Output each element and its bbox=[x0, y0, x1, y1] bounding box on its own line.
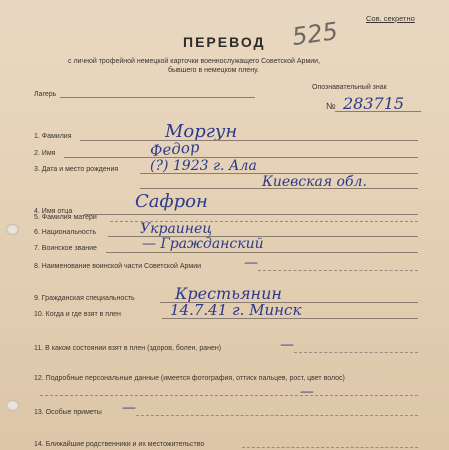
field-label-relatives: 14. Ближайшие родственники и их местожительство bbox=[34, 441, 205, 448]
field-label-birth: 3. Дата и место рождения bbox=[34, 166, 119, 173]
ident-label: Опознавательный знак bbox=[312, 84, 387, 91]
field-label-surname: 1. Фамилия bbox=[34, 133, 72, 140]
field-value-captured: 14.7.41 г. Минск bbox=[170, 301, 302, 319]
field-value-first-name: Федор bbox=[149, 137, 201, 161]
field-value-nationality: Украинец bbox=[140, 221, 213, 237]
field-value-birth: (?) 1923 г. Ала bbox=[150, 158, 257, 174]
field-value-rank: — Гражданский bbox=[142, 236, 264, 252]
field-value-special-marks: — bbox=[122, 400, 136, 416]
field-label-military-unit: 8. Наименование воинской части Советской Армии bbox=[34, 263, 202, 270]
field-label-first-name: 2. Имя bbox=[34, 150, 56, 157]
ident-prefix: № bbox=[326, 101, 336, 111]
field-value-profession: Крестьянин bbox=[175, 284, 282, 303]
field-label-mother: 5. Фамилия матери bbox=[34, 214, 97, 221]
field-label-profession: 9. Гражданская специальность bbox=[34, 295, 135, 302]
subtitle-line-2: бывшего в немецком плену. bbox=[168, 67, 259, 74]
document-title: ПЕРЕВОД bbox=[183, 34, 266, 50]
binder-hole-bottom bbox=[6, 400, 19, 411]
field-label-condition: 11. В каком состоянии взят в плен (здоров, болен, ранен) bbox=[34, 345, 222, 352]
field-label-nationality: 6. Национальность bbox=[34, 229, 97, 236]
field-value-birth-region: Киевская обл. bbox=[262, 174, 367, 190]
field-value-surname: Моргун bbox=[165, 121, 238, 142]
field-label-father: 4. Имя отца bbox=[34, 208, 73, 215]
field-label-captured: 10. Когда и где взят в плен bbox=[34, 311, 121, 318]
ident-value: 283715 bbox=[343, 94, 405, 113]
field-label-rank: 7. Воинское звание bbox=[34, 245, 97, 252]
subtitle-line-1: с личной трофейной немецкой карточки военнослужащего Советской Армии, bbox=[68, 58, 321, 65]
field-value-personal-data: — bbox=[300, 384, 314, 400]
field-value-military-unit: — bbox=[244, 255, 258, 271]
binder-hole-top bbox=[6, 224, 19, 235]
camp-label: Лагерь bbox=[34, 91, 57, 98]
classification-stamp: Сов. секретно bbox=[366, 14, 415, 23]
field-label-special-marks: 13. Особые приметы bbox=[34, 409, 102, 416]
field-label-personal-data: 12. Подробные персональные данные (имеется фотография, оттиск пальцев, рост, цвет волос) bbox=[34, 375, 345, 382]
pencil-number: 525 bbox=[290, 16, 340, 52]
field-value-father: Сафрон bbox=[135, 191, 208, 212]
field-value-condition: — bbox=[280, 337, 294, 353]
